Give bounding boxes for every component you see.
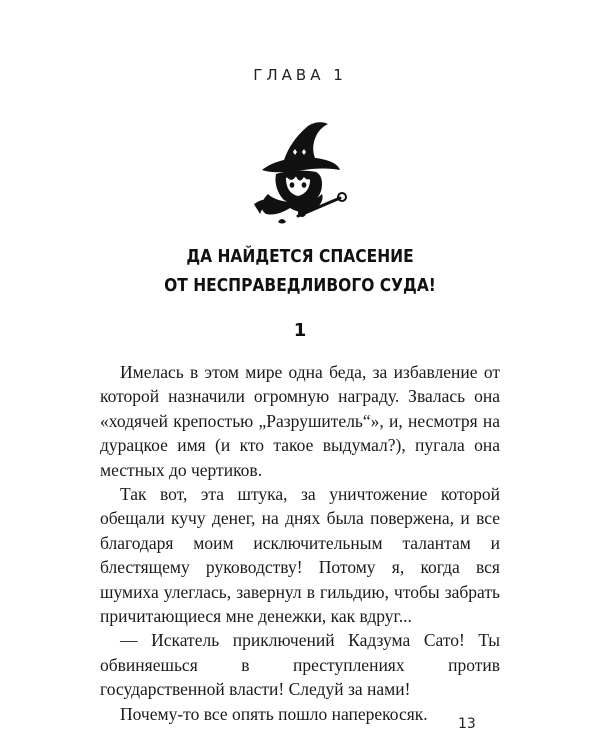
- witch-hat-girl-icon: [244, 118, 356, 230]
- chapter-title: [42, 242, 558, 300]
- paragraph-4: Почему-то все опять пошло наперекосяк.: [120, 703, 428, 724]
- chapter-title-line-1: ДА НАЙДЕТСЯ СПАСЕНИЕ: [186, 246, 414, 267]
- page-number: 13: [458, 716, 476, 732]
- chapter-label: ГЛАВА 1: [253, 66, 347, 84]
- body-text: [100, 360, 500, 726]
- section-number: 1: [293, 320, 307, 341]
- chapter-title-line-2: ОТ НЕСПРАВЕДЛИВОГО СУДА!: [164, 275, 436, 296]
- paragraph-2: Так вот, эта штука, за уничтожение которой обещали кучу денег, на днях была повержена, и все благодаря моим исключительным талантам и блестящему руководству! Потому я, когда вся шумиха улеглась, завернул в гильдию, чтобы забрать причитающиеся мне денежки, как вдруг...: [100, 484, 500, 627]
- paragraph-3: — Искатель приключений Кадзума Сато! Ты обвиняешься в преступлениях против государственной власти! Следуй за нами!: [100, 630, 500, 700]
- paragraph-1: Имелась в этом мире одна беда, за избавление от которой назначили огромную награду. Звалась она «ходячей крепостью „Разрушитель“», и, несмотря на дурацкое имя (и кто такое выдумал?), пугала она местных до чертиков.: [100, 362, 500, 480]
